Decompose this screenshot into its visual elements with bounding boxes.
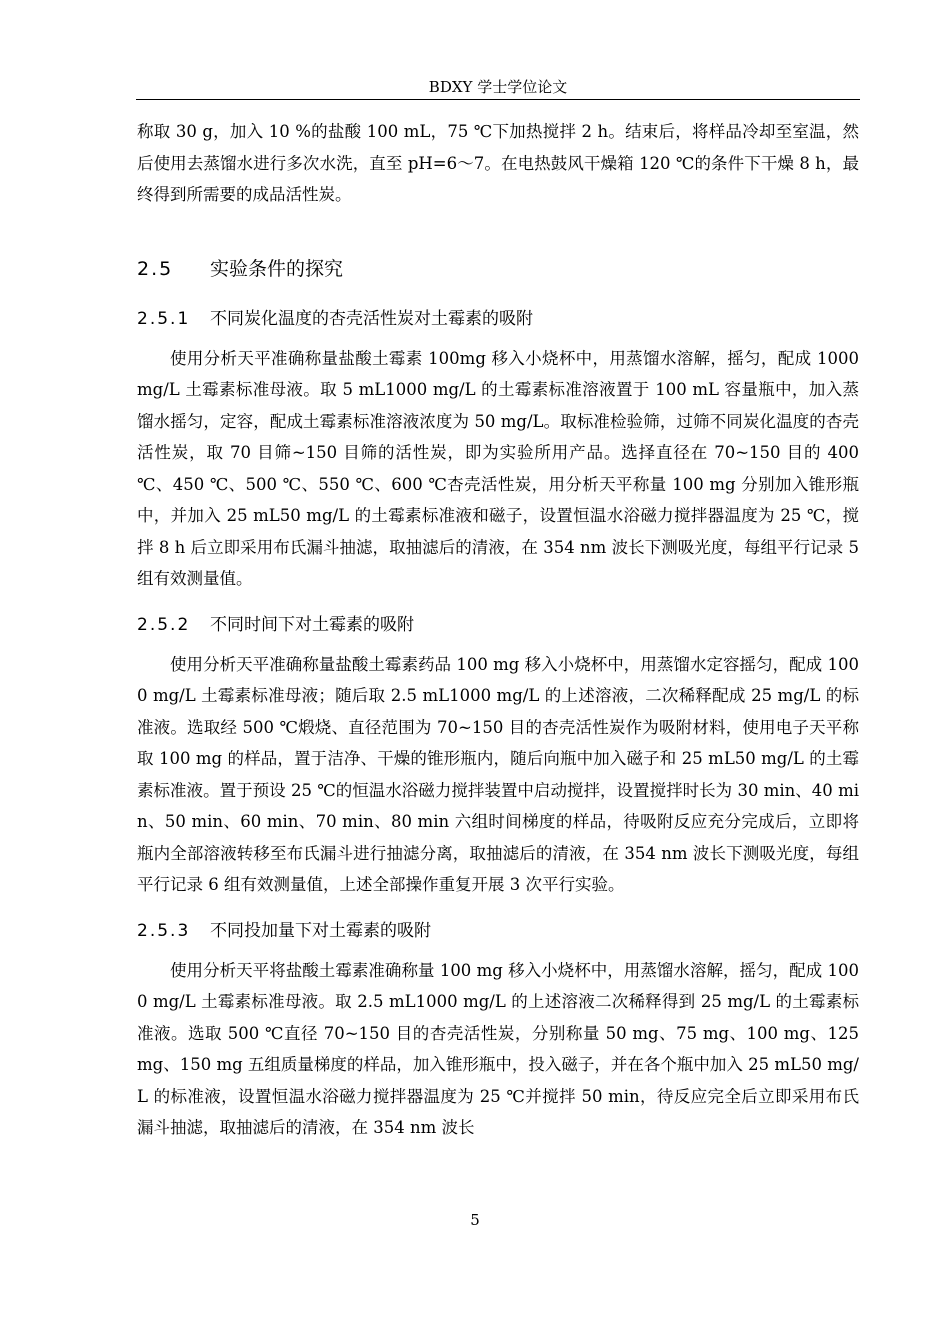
subsection-heading-2-5-3 [137, 915, 859, 947]
subsection-number: 2.5.2 [137, 614, 191, 635]
section-title: 实验条件的探究 [210, 257, 344, 280]
paragraph-2-5-2: 使用分析天平准确称量盐酸土霉素药品 100 mg 移入小烧杯中，用蒸馏水定容摇匀，配成 1000 mg/L 土霉素标准母液；随后取 2.5 mL1000 mg/L 的上述溶液，二次稀释配成 25 mg/L 的标准液。选取经 500 ℃煅烧、直径范围为 70~150 目的杏壳活性炭作为吸附材料，使用电子天平称取 100 mg 的样品，置于洁净、干燥的锥形瓶内，随后向瓶中加入磁子和 25 mL50 mg/L 的土霉素标准液。置于预设 25 ℃的恒温水浴磁力搅拌装置中启动搅拌，设置搅拌时长为 30 min、40 min、50 min、60 min、70 min、80 min 六组时间梯度的样品，待吸附反应充分完成后，立即将瓶内全部溶液转移至布氏漏斗进行抽滤分离，取抽滤后的清液，在 354 nm 波长下测吸光度，每组平行记录 6 组有效测量值，上述全部操作重复开展 3 次平行实验。 [137, 654, 859, 894]
page-content [137, 116, 859, 1144]
paragraph-2-5-3: 使用分析天平将盐酸土霉素准确称量 100 mg 移入小烧杯中，用蒸馏水溶解，摇匀，配成 1000 mg/L 土霉素标准母液。取 2.5 mL1000 mg/L 的上述溶液二次稀释得到 25 mg/L 的土霉素标准液。选取 500 ℃直径 70~150 目的杏壳活性炭，分别称量 50 mg、75 mg、100 mg、125 mg、150 mg 五组质量梯度的样品，加入锥形瓶中，投入磁子，并在各个瓶中加入 25 mL50 mg/L 的标准液，设置恒温水浴磁力搅拌器温度为 25 ℃并搅拌 50 min，待反应完全后立即采用布氏漏斗抽滤，取抽滤后的清液，在 354 nm 波长 [137, 960, 859, 1137]
subsection-title: 不同投加量下对土霉素的吸附 [210, 920, 431, 941]
subsection-heading-2-5-2 [137, 609, 859, 641]
subsection-heading-2-5-1 [137, 303, 859, 335]
subsection-number: 2.5.3 [137, 920, 191, 941]
intro-paragraph: 称取 30 g，加入 10 %的盐酸 100 mL，75 ℃下加热搅拌 2 h。结束后，将样品冷却至室温，然后使用去蒸馏水进行多次水洗，直至 pH=6～7。在电热鼓风干燥箱 120 ℃的条件下干燥 8 h，最终得到所需要的成品活性炭。 [137, 122, 859, 204]
section-heading [137, 249, 859, 289]
section-number: 2.5 [137, 257, 174, 280]
page-number: 5 [470, 1211, 480, 1229]
subsection-title: 不同时间下对土霉素的吸附 [210, 614, 414, 635]
header-rule [136, 99, 860, 100]
subsection-title: 不同炭化温度的杏壳活性炭对土霉素的吸附 [210, 308, 533, 329]
running-header: BDXY 学士学位论文 [428, 78, 568, 96]
subsection-number: 2.5.1 [137, 308, 191, 329]
paragraph-2-5-1: 使用分析天平准确称量盐酸土霉素 100mg 移入小烧杯中，用蒸馏水溶解，摇匀，配成 1000 mg/L 土霉素标准母液。取 5 mL1000 mg/L 的土霉素标准溶液置于 100 mL 容量瓶中，加入蒸馏水摇匀，定容，配成土霉素标准溶液浓度为 50 mg/L。取标准检验筛，过筛不同炭化温度的杏壳活性炭，取 70 目筛~150 目筛的活性炭，即为实验所用产品。选择直径在 70~150 目的 400 ℃、450 ℃、500 ℃、550 ℃、600 ℃杏壳活性炭，用分析天平称量 100 mg 分别加入锥形瓶中，并加入 25 mL50 mg/L 的土霉素标准液和磁子，设置恒温水浴磁力搅拌器温度为 25 ℃，搅拌 8 h 后立即采用布氏漏斗抽滤，取抽滤后的清液，在 354 nm 波长下测吸光度，每组平行记录 5 组有效测量值。 [137, 348, 859, 588]
